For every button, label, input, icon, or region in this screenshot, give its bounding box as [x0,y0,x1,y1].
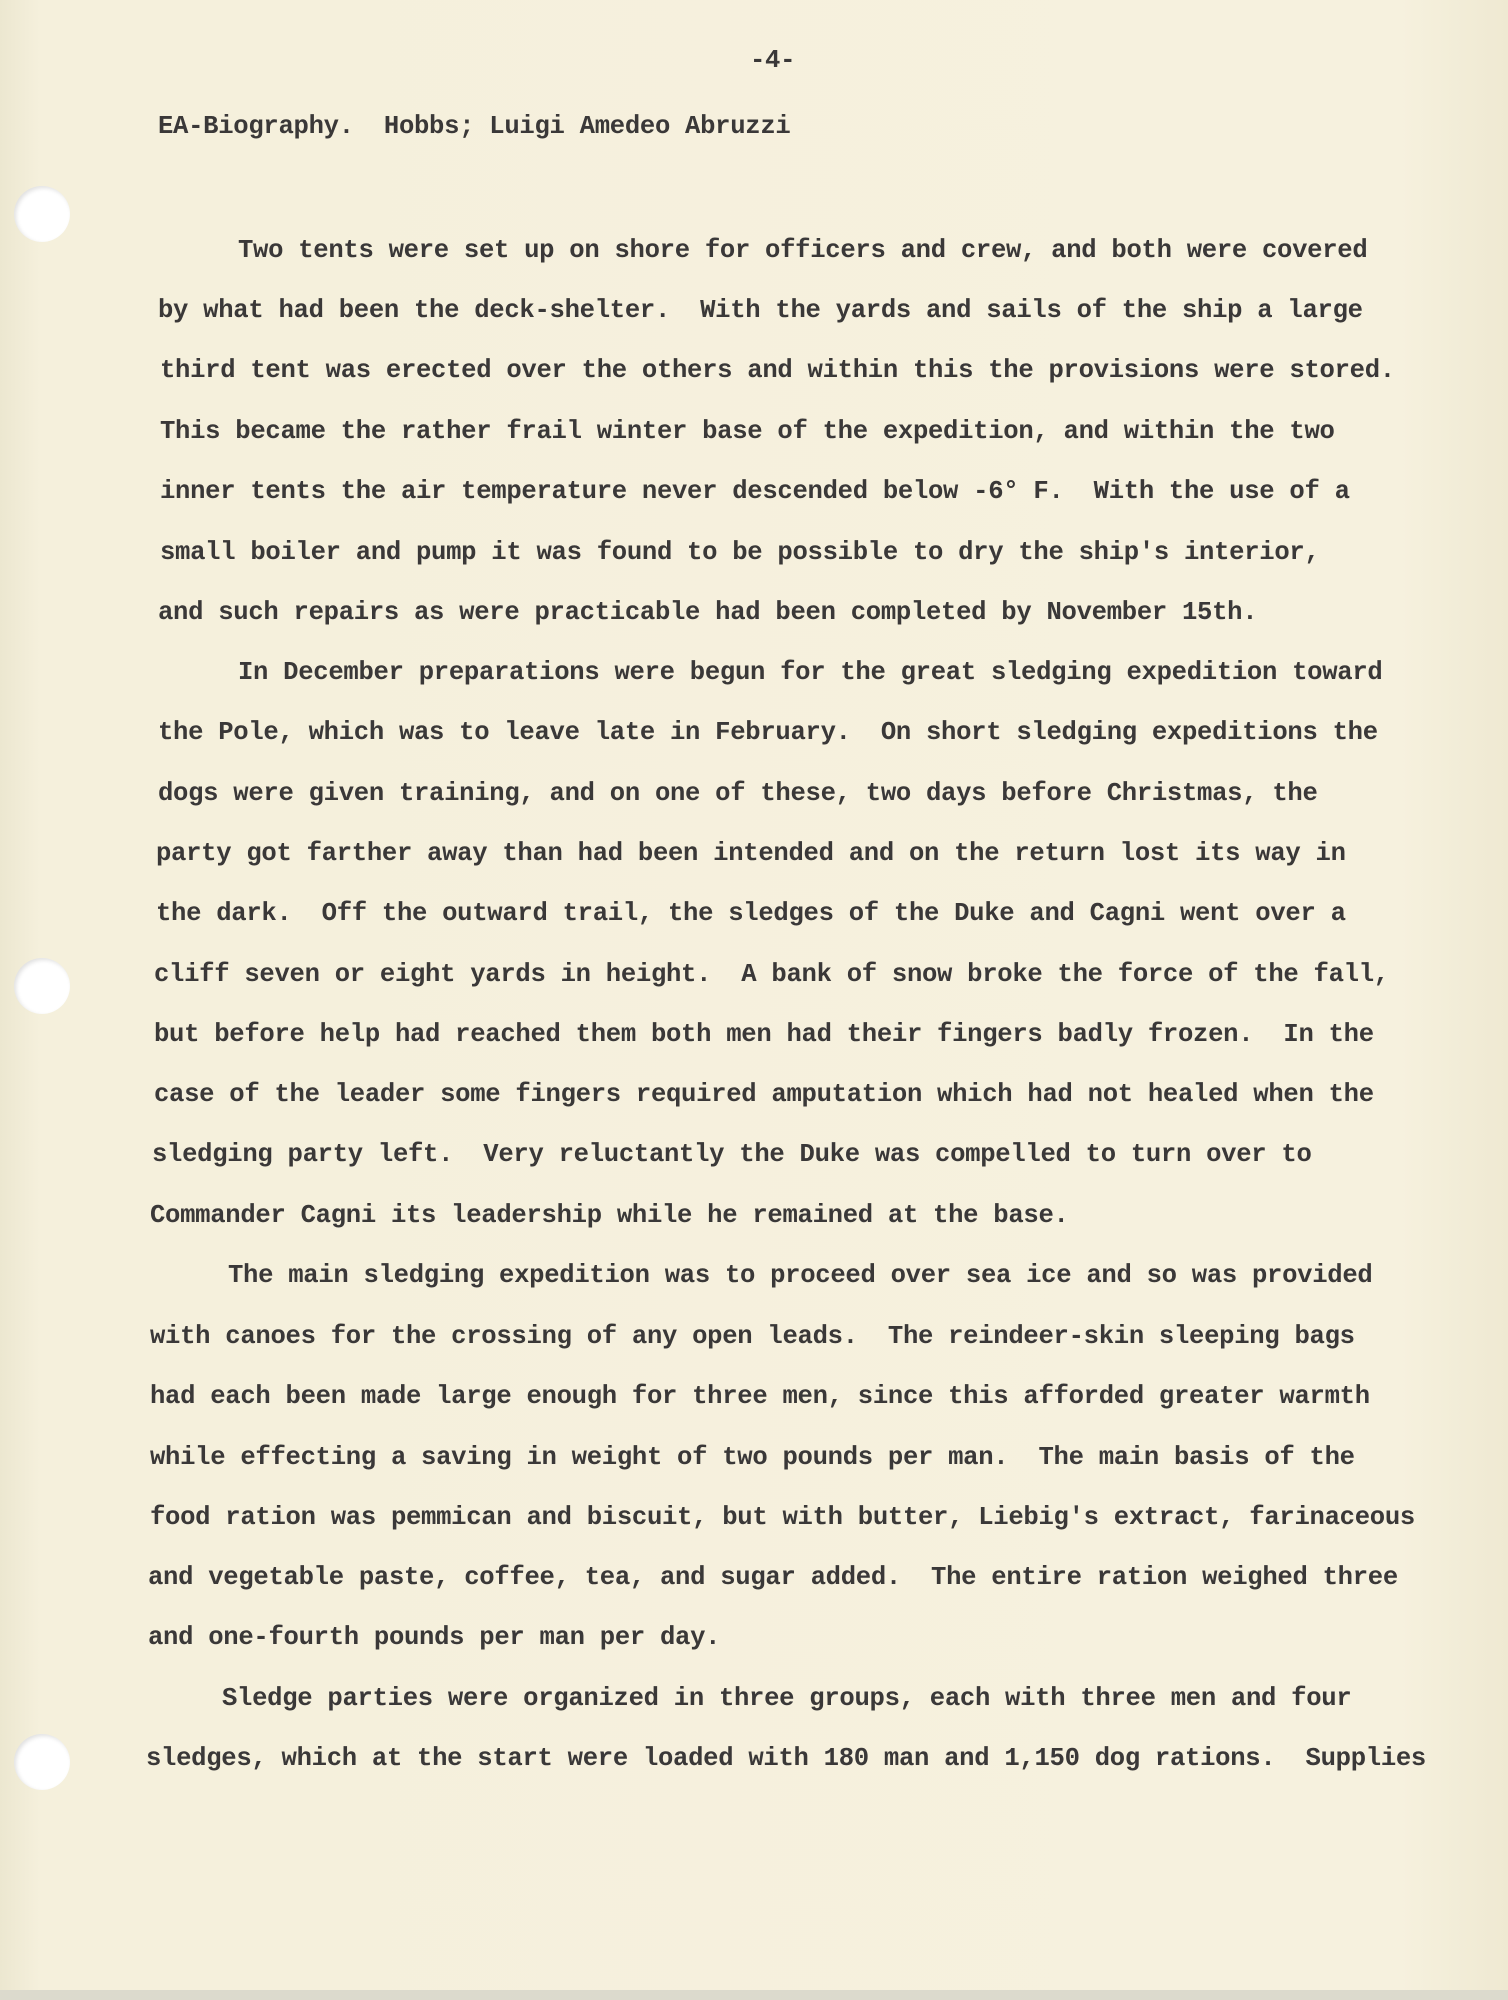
paragraph-line: and such repairs as were practicable had been completed by November 15th. [158,598,1258,627]
paragraph-line: inner tents the air temperature never descended below -6° F. With the use of a [160,477,1350,506]
paragraph-line: the dark. Off the outward trail, the sledges of the Duke and Cagni went over a [156,899,1346,928]
paragraph-line: dogs were given training, and on one of these, two days before Christmas, the [158,779,1318,808]
paragraph-line: Sledge parties were organized in three groups, each with three men and four [222,1684,1352,1713]
paragraph-line: by what had been the deck-shelter. With the yards and sails of the ship a large [158,296,1363,325]
paragraph-line: In December preparations were begun for the great sledging expedition toward [238,658,1383,687]
paragraph-line: and one-fourth pounds per man per day. [148,1623,721,1652]
paragraph-line: third tent was erected over the others and within this the provisions were stored. [160,356,1395,385]
binder-hole-middle [14,958,70,1014]
paragraph-line: sledges, which at the start were loaded with 180 man and 1,150 dog rations. Supplies [146,1744,1426,1773]
paragraph-line: Commander Cagni its leadership while he remained at the base. [150,1201,1069,1230]
paragraph-line: This became the rather frail winter base of the expedition, and within the two [160,417,1335,446]
paragraph-line: sledging party left. Very reluctantly the Duke was compelled to turn over to [152,1140,1312,1169]
binder-hole-top [14,186,70,242]
paragraph-line: but before help had reached them both men had their fingers badly frozen. In the [154,1020,1374,1049]
paragraph-line: had each been made large enough for three men, since this afforded greater warmth [150,1382,1370,1411]
paragraph-line: the Pole, which was to leave late in February. On short sledging expeditions the [158,718,1378,747]
paragraph-line: case of the leader some fingers required amputation which had not healed when the [154,1080,1374,1109]
binder-hole-bottom [14,1734,70,1790]
paragraph-line: small boiler and pump it was found to be possible to dry the ship's interior, [160,538,1320,567]
paragraph-line: and vegetable paste, coffee, tea, and sugar added. The entire ration weighed three [148,1563,1398,1592]
paragraph-line: party got farther away than had been intended and on the return lost its way in [156,839,1346,868]
paragraph-line: with canoes for the crossing of any open leads. The reindeer-skin sleeping bags [150,1322,1355,1351]
page-number: -4- [750,46,796,75]
document-header: EA-Biography. Hobbs; Luigi Amedeo Abruzzi [158,112,791,141]
scan-bottom-edge [0,1990,1508,2000]
paragraph-line: The main sledging expedition was to proceed over sea ice and so was provided [228,1261,1373,1290]
paragraph-line: Two tents were set up on shore for officers and crew, and both were covered [238,236,1368,265]
paragraph-line: food ration was pemmican and biscuit, but with butter, Liebig's extract, farinaceous [150,1503,1415,1532]
paragraph-line: while effecting a saving in weight of two pounds per man. The main basis of the [150,1443,1355,1472]
paragraph-line: cliff seven or eight yards in height. A bank of snow broke the force of the fall, [154,960,1389,989]
